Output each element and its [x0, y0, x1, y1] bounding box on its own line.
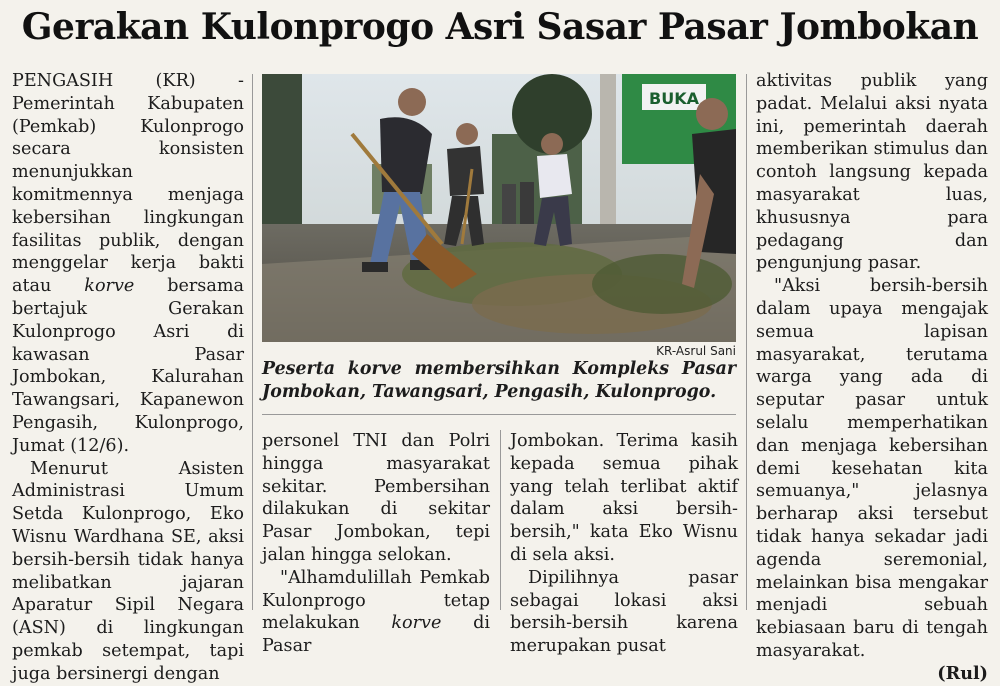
paragraph: personel TNI dan Polri hingga masyarakat sekitar. Pembersihan dilakukan di sekitar Pasar Jombokan, tepi jalan hingga selokan. — [262, 431, 490, 565]
photo-caption: Peserta korve membersihkan Kompleks Pasar Jombokan, Tawangsari, Pengasih, Kulonprogo. — [262, 359, 736, 402]
news-photo — [262, 74, 736, 342]
paragraph: aktivitas publik yang padat. Melalui aksi nyata ini, pemerintah daerah memberikan stimulus dan contoh langsung kepada masyarakat luas, khususnya para pedagang dan pengunjung pasar. — [756, 71, 988, 274]
author-signature: (Rul) — [937, 662, 988, 684]
paragraph: Menurut Asisten Administrasi Umum Setda Kulonprogo, Eko Wisnu Wardhana SE, aksi bersih-bersih tidak hanya melibatkan jajaran Aparatur Sipil Negara (ASN) di lingkungan pemkab setempat, tapi juga bersinergi dengan — [12, 458, 244, 684]
photo-sign-text: BUKA — [649, 89, 699, 108]
article-column-3 — [510, 430, 738, 658]
photo-credit: KR-Asrul Sani — [656, 344, 736, 358]
photo-illustration — [262, 74, 736, 342]
headline: Gerakan Kulonprogo Asri Sasar Pasar Jombokan — [21, 6, 979, 48]
paragraph: Jombokan. Terima kasih kepada semua pihak yang telah terlibat aktif dalam aksi bersih-bersih," kata Eko Wisnu di sela aksi. — [510, 431, 738, 565]
article-column-1 — [12, 70, 244, 686]
column-divider — [500, 430, 501, 610]
column-divider — [252, 74, 253, 610]
column-divider — [746, 74, 747, 610]
article-column-4 — [756, 70, 988, 686]
paragraph: "Aksi bersih-bersih dalam upaya mengajak semua lapisan masyarakat, terutama warga yang ada di seputar pasar untuk selalu memperhatikan dan menjaga kebersihan demi kesehatan kita semuanya," jelasnya berharap aksi tersebut tidak hanya sekadar jadi agenda seremonial, melainkan bisa mengakar menjadi sebuah kebiasaan baru di tengah masyarakat. — [756, 276, 988, 661]
paragraph: PENGASIH (KR) - Pemerintah Kabupaten (Pemkab) Kulonprogo secara konsisten menunjukkan komitmennya menjaga kebersihan lingkungan fasilitas publik, dengan menggelar kerja bakti atau korve bersama bertajuk Gerakan Kulonprogo Asri di kawasan Pasar Jombokan, Kalurahan Tawangsari, Kapanewon Pengasih, Kulonprogo, Jumat (12/6). — [12, 71, 244, 456]
paragraph: Dipilihnya pasar sebagai lokasi aksi bersih-bersih karena merupakan pusat — [510, 567, 738, 657]
paragraph: "Alhamdulillah Pemkab Kulonprogo tetap melakukan korve di Pasar — [262, 567, 490, 657]
caption-divider — [262, 414, 736, 415]
article-column-2 — [262, 430, 490, 658]
